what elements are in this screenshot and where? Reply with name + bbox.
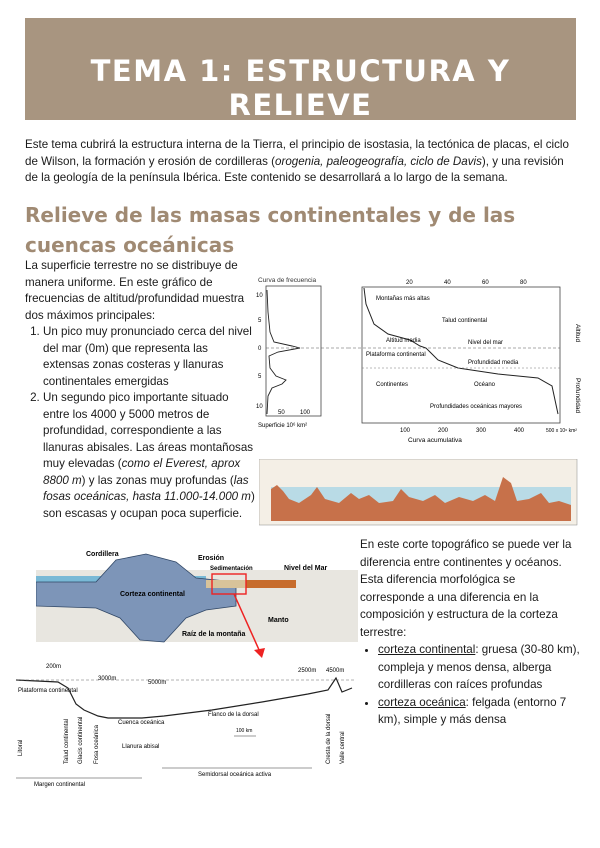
margin-label-flanco: Flanco de la dorsal: [208, 712, 259, 718]
margin-label-valle: Valle central: [340, 731, 346, 764]
freq-ytick: 10: [256, 404, 263, 410]
crust-list: [360, 641, 582, 729]
list-item: 1. Un pico muy pronunciado cerca del nivel del mar (0m) que representa las extensas zonas costeras y llanuras continentales emergidas: [43, 324, 255, 390]
hypsometric-curve-chart: [348, 274, 588, 446]
margin-diagram: [12, 660, 360, 788]
hyps-label-sea: Nivel del mar: [468, 340, 504, 346]
item2-emph-1: como el Everest, aprox 8800 m: [43, 457, 241, 487]
label-sedimentacion: Sedimentación: [210, 566, 253, 572]
margin-label-semidorsal: Semidorsal oceánica activa: [198, 772, 272, 778]
margin-label-llanura: Llanura abisal: [122, 744, 160, 750]
hyps-label-trenches: Profundidades oceánicas mayores: [430, 404, 523, 410]
freq-ytick: 0: [258, 346, 262, 352]
arrow-head: [254, 648, 265, 658]
continental-crust-term: corteza continental: [378, 643, 476, 656]
margin-label-cuenca: Cuenca oceánica: [118, 720, 165, 726]
intro-text-1: Este tema cubrirá la estructura interna de la Tierra, el principio de isostasia, la tectónica de placas, el ciclo de Wilson, la formación y erosión de cordilleras (: [25, 138, 569, 168]
item2-emph-2: las fosas oceánicas, hasta 11.000-14.000 m: [43, 473, 251, 503]
margin-label-margen: Margen continental: [34, 782, 86, 788]
hyps-bottomtick: 500 x 10⁶ km²: [546, 428, 577, 434]
peak-list: [25, 324, 255, 522]
list-item: [43, 390, 255, 522]
continental-crust-text: : gruesa (30-80 km), compleja y menos densa, alberga cordilleras con raíces profundas: [378, 643, 580, 691]
margin-depth-200: 200m: [46, 664, 62, 670]
page-title: TEMA 1: ESTRUCTURA Y RELIEVE: [90, 54, 511, 122]
margin-label-glacis: Glacis continental: [78, 716, 84, 764]
hyps-bottomtick: 400: [514, 428, 525, 434]
intro-paragraph: [25, 137, 576, 187]
hyps-label-mean-alt: Altitud media: [386, 338, 421, 344]
margin-scale: 100 km: [236, 728, 253, 734]
hyps-toptick: 40: [444, 280, 451, 286]
crust-explanation: [360, 536, 582, 729]
freq-curve: [267, 290, 300, 414]
crust-lead: En este corte topográfico se puede ver la diferencia entre continentes y océanos. Esta diferencia morfológica se corresponde a una diferencia en la composición y estructura de la corteza terrestre:: [360, 538, 572, 639]
margin-depth-2500: 2500m: [298, 668, 317, 674]
crust-diagram: [36, 546, 358, 650]
section-heading: Relieve de las masas continentales y de las cuencas oceánicas: [25, 203, 516, 257]
zoom-arrow: [230, 592, 290, 662]
hyps-curve: [364, 288, 558, 414]
label-manto: Manto: [268, 617, 289, 624]
margin-depth-5000: 5000m: [148, 680, 167, 686]
label-corteza: Corteza continental: [120, 591, 185, 598]
list-item: [378, 694, 582, 729]
item2-text-a: Un segundo pico importante situado entre los 4000 y 5000 metros de profundidad, correspondiente a las llanuras abisales. Las áreas montañosas muy elevadas (: [43, 391, 254, 470]
oceanic-crust-text: : felgada (entorno 7 km), simple y más densa: [378, 695, 567, 726]
margin-label-litoral: Litoral: [18, 739, 24, 756]
hyps-toptick: 60: [482, 280, 489, 286]
list-item: [378, 641, 582, 694]
item2-text-b: ) y las zonas muy profundas (: [81, 473, 234, 487]
hyps-label-continents: Continentes: [376, 382, 409, 388]
label-cordillera: Cordillera: [86, 551, 119, 558]
freq-frame: [266, 286, 321, 416]
hyps-bottomtick: 300: [476, 428, 487, 434]
freq-xtick: 50: [278, 410, 285, 416]
margin-label-cresta: Cresta de la dorsal: [326, 713, 332, 764]
oceanic-crust-term: corteza oceánica: [378, 695, 466, 709]
hyps-toptick: 20: [406, 280, 413, 286]
hyps-label-peaks: Montañas más altas: [376, 296, 430, 302]
hyps-label-shelf: Plataforma continental: [366, 352, 426, 358]
hyps-label-talud: Talud continental: [442, 318, 488, 324]
frequency-lead: La superficie terrestre no se distribuye de manera uniforme. En este gráfico de frecuencias de altitud/profundidad muestra dos máximos principales:: [25, 259, 245, 322]
hyps-bottomtick: 100: [400, 428, 411, 434]
margin-profile: [16, 678, 352, 718]
arrow-line: [234, 594, 260, 652]
hyps-label-mean-depth: Profundidad media: [468, 360, 519, 366]
hyps-label-ocean: Océano: [474, 382, 496, 388]
margin-label-talud: Talud continental: [64, 718, 70, 764]
freq-title: Curva de frecuencia: [258, 277, 317, 284]
title-banner: [25, 18, 576, 120]
freq-ytick: 5: [258, 374, 262, 380]
freq-ytick: 10: [256, 293, 263, 299]
intro-emph: orogenia, paleogeografía, ciclo de Davis: [275, 154, 482, 168]
intro-text-2: ), y una revisión de la geología de la península Ibérica. Este contenido se desarrollará a lo largo de la semana.: [25, 154, 564, 184]
hyps-xlabel: Curva acumulativa: [408, 437, 462, 444]
freq-ytick: 5: [258, 318, 262, 324]
topographic-profile: [259, 459, 579, 527]
hyps-toptick: 80: [520, 280, 527, 286]
label-raiz: Raíz de la montaña: [182, 631, 246, 638]
margin-depth-4500: 4500m: [326, 668, 345, 674]
label-erosion: Erosión: [198, 555, 225, 562]
item2-text-c: ) son escasas y ocupan poca superficie.: [43, 490, 255, 520]
hyps-label-altitud: Altitud: [574, 324, 581, 343]
label-nivel-mar: Nivel del Mar: [284, 565, 328, 572]
margin-depth-3000: 3000m: [98, 676, 117, 682]
oceanic-crust-strip: [246, 580, 296, 588]
freq-xtick: 100: [300, 410, 311, 416]
hyps-bottomtick: 200: [438, 428, 449, 434]
hyps-label-profundidad: Profundidad: [574, 378, 581, 414]
frequency-explanation: [25, 258, 255, 522]
frequency-curve-chart: [252, 272, 348, 434]
freq-xlabel: Superficie 10⁶ km²: [258, 423, 308, 429]
margin-label-plataforma: Plataforma continental: [18, 688, 78, 694]
margin-label-fosa: Fosa oceánica: [94, 724, 100, 764]
